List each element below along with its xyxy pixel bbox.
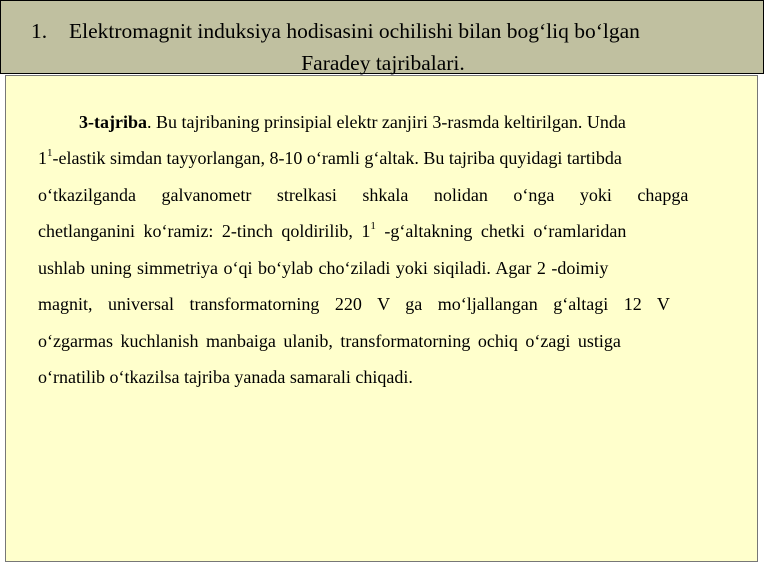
line-1-text: . Bu tajribaning prinsipial elektr zanjiri 3-rasmda keltirilgan. Unda — [146, 112, 626, 132]
paragraph-line-3: o‘tkazilganda galvanometr strelkasi shkala nolidan o‘nga yoki chapga — [38, 185, 689, 205]
paragraph-line-7: o‘zgarmas kuchlanish manbaiga ulanib, transformatorning ochiq o‘zagi ustiga — [38, 331, 621, 351]
line-2-number: 1 — [38, 148, 47, 168]
content-box — [5, 75, 758, 562]
paragraph-line-2 — [38, 147, 738, 169]
line-4-text-a: chetlanganini ko‘ramiz: 2-tinch qoldirilib, — [38, 221, 353, 241]
line-2-text: -elastik simdan tayyorlangan, 8-10 o‘ramli g‘altak. Bu tajriba quyidagi tartibda — [52, 148, 622, 168]
paragraph-line-5: ushlab uning simmetriya o‘qi bo‘ylab cho‘ziladi yoki siqiladi. Agar 2 -doimiy — [38, 258, 609, 278]
paragraph-line-1 — [79, 111, 738, 133]
experiment-heading: 3-tajriba — [79, 112, 147, 132]
slide-title-line-2: Faradey tajribalari. — [301, 51, 465, 75]
title-text-1: Elektromagnit induksiya hodisasini ochilishi bilan bog‘liq bo‘lgan — [69, 19, 640, 43]
paragraph-line-6: magnit, universal transformatorning 220 V ga mo‘ljallangan g‘altagi 12 V — [38, 294, 670, 314]
title-number: 1. — [31, 19, 48, 43]
slide-title-line-1 — [31, 19, 640, 44]
line-2-superscript: 1 — [47, 147, 53, 159]
title-bar — [0, 0, 764, 74]
paragraph-line-8: o‘rnatilib o‘tkazilsa tajriba yanada samarali chiqadi. — [38, 367, 413, 387]
paragraph-line-4 — [38, 220, 738, 242]
line-4-text-b: -g‘altakning chetki o‘ramlaridan — [384, 221, 627, 241]
line-4-number: 1 — [361, 221, 371, 241]
line-4-superscript: 1 — [370, 220, 376, 232]
